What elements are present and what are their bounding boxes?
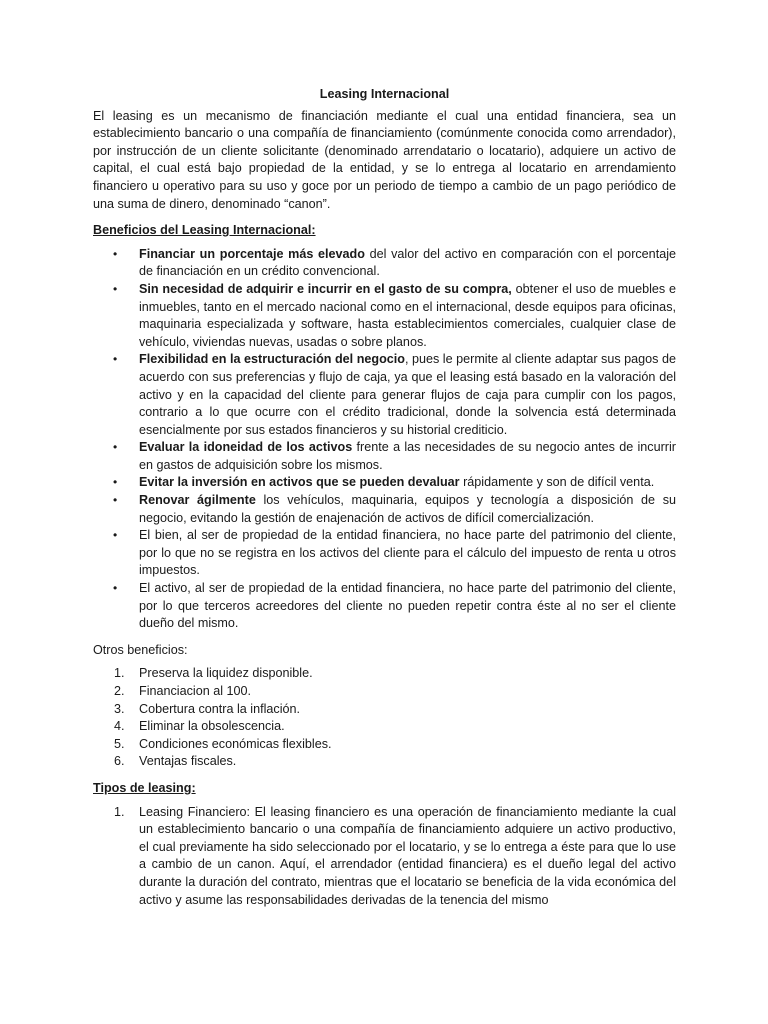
item-number: 5. (114, 736, 125, 751)
benefit-bold-text: Renovar ágilmente (139, 493, 256, 508)
benefit-bold-text: Evaluar la idoneidad de los activos (139, 440, 353, 455)
bullet-icon: • (113, 528, 118, 543)
benefit-bold-text: Sin necesidad de adquirir e incurrir en el gasto de su compra, (139, 281, 512, 296)
other-benefit-item (93, 736, 676, 754)
types-heading: Tipos de leasing: (93, 780, 196, 795)
item-text: Cobertura contra la inflación. (139, 701, 301, 716)
other-benefits-heading: Otros beneficios: (93, 642, 188, 657)
bullet-icon: • (113, 352, 118, 367)
leasing-type-item (93, 804, 676, 910)
item-text: Leasing Financiero: El leasing financiero es una operación de financiamiento mediante la cual un establecimiento bancario o una compañía de financiamiento adquiere un activo productivo, el cual previamente ha sido seleccionado por el locatario, y se lo entrega a éste para que lo use a cambio de un canon. Aquí, el arrendador (entidad financiera) es el dueño legal del activo durante la duración del contrato, mientras que el locatario se beneficia de la vida económica del activo y asume las responsabilidades derivadas de la tenencia del mismo (139, 804, 676, 907)
benefits-heading: Beneficios del Leasing Internacional: (93, 223, 316, 238)
benefit-text: del valor del activo en comparación con el porcentaje de financiación en un crédito convencional. (139, 246, 676, 279)
benefit-item (93, 246, 676, 281)
benefit-item (93, 281, 676, 351)
bullet-icon: • (113, 581, 118, 596)
document-page (93, 86, 676, 909)
benefit-item (93, 439, 676, 474)
benefit-text: obtener el uso de muebles e inmuebles, tanto en el mercado nacional como en el internacional, desde equipos para oficinas, maquinaria especializada y software, hasta establecimientos comerciales, cualquier clase de vehículo, viviendas nuevas, usadas o sobre planos. (139, 281, 676, 349)
bullet-icon: • (113, 281, 118, 296)
document-title: Leasing Internacional (319, 87, 450, 101)
benefit-item (93, 580, 676, 633)
benefit-item (93, 527, 676, 580)
bullet-icon: • (113, 246, 118, 261)
benefit-bold-text: Evitar la inversión en activos que se pueden devaluar (139, 475, 460, 490)
benefit-text: El bien, al ser de propiedad de la entidad financiera, no hace parte del patrimonio del cliente, por lo que no se registra en los activos del cliente para el cálculo del impuesto de renta u otros impuestos. (139, 528, 676, 578)
item-number: 1. (114, 666, 125, 681)
item-number: 4. (114, 719, 125, 734)
benefit-item (93, 351, 676, 439)
other-benefit-item (93, 701, 676, 719)
benefits-list (93, 246, 676, 633)
item-text: Ventajas fiscales. (139, 754, 237, 769)
other-benefit-item (93, 683, 676, 701)
benefit-text: los vehículos, maquinaria, equipos y tecnología a disposición de su negocio, evitando la gestión de enajenación de activos de difícil comercialización. (139, 493, 676, 525)
other-benefit-item (93, 718, 676, 736)
bullet-icon: • (113, 493, 118, 508)
item-text: Eliminar la obsolescencia. (139, 719, 285, 734)
item-number: 3. (114, 701, 125, 716)
other-benefits-list (93, 665, 676, 771)
benefit-text: El activo, al ser de propiedad de la entidad financiera, no hace parte del patrimonio del cliente, por lo que terceros acreedores del cliente no pueden repetir contra éste al no ser el cliente dueño del mismo. (139, 581, 676, 631)
benefit-text: , pues le permite al cliente adaptar sus pagos de acuerdo con sus preferencias y flujo de caja, ya que el leasing está basado en la valoración del activo y en la capacidad del cliente para generar flujos de caja para cumplir con los pagos, contrario a lo que ocurre con el crédito tradicional, donde la solvencia está determinada esencialmente por sus estados financieros y su historial crediticio. (139, 352, 676, 437)
item-number: 6. (114, 754, 125, 769)
item-number: 1. (114, 804, 125, 819)
item-text: Condiciones económicas flexibles. (139, 736, 332, 751)
item-text: Financiacion al 100. (139, 684, 252, 698)
types-list (93, 804, 676, 910)
other-benefit-item (93, 665, 676, 683)
item-number: 2. (114, 684, 125, 698)
item-text: Preserva la liquidez disponible. (139, 666, 313, 681)
intro-paragraph: El leasing es un mecanismo de financiación mediante el cual una entidad financiera, sea un establecimiento bancario o una compañía de financiamiento (comúnmente conocida como arrendador), por instrucción de un cliente solicitante (denominado arrendatario o locatario), adquiere un activo de capital, el cual está bajo propiedad de la entidad, y se lo entrega al locatario en arrendamiento financiero u operativo para su uso y goce por un periodo de tiempo a cambio de un pago periódico de una suma de dinero, denominado “canon”. (93, 108, 676, 211)
bullet-icon: • (113, 440, 118, 455)
benefit-text: rápidamente y son de difícil venta. (459, 475, 655, 490)
other-benefit-item (93, 753, 676, 771)
benefit-bold-text: Flexibilidad en la estructuración del negocio (139, 352, 405, 367)
benefit-item (93, 492, 676, 527)
benefit-text: frente a las necesidades de su negocio antes de incurrir en gastos de adquisición sobre los mismos. (139, 440, 676, 472)
bullet-icon: • (113, 475, 118, 490)
benefit-bold-text: Financiar un porcentaje más elevado (139, 246, 365, 261)
benefit-item (93, 474, 676, 492)
